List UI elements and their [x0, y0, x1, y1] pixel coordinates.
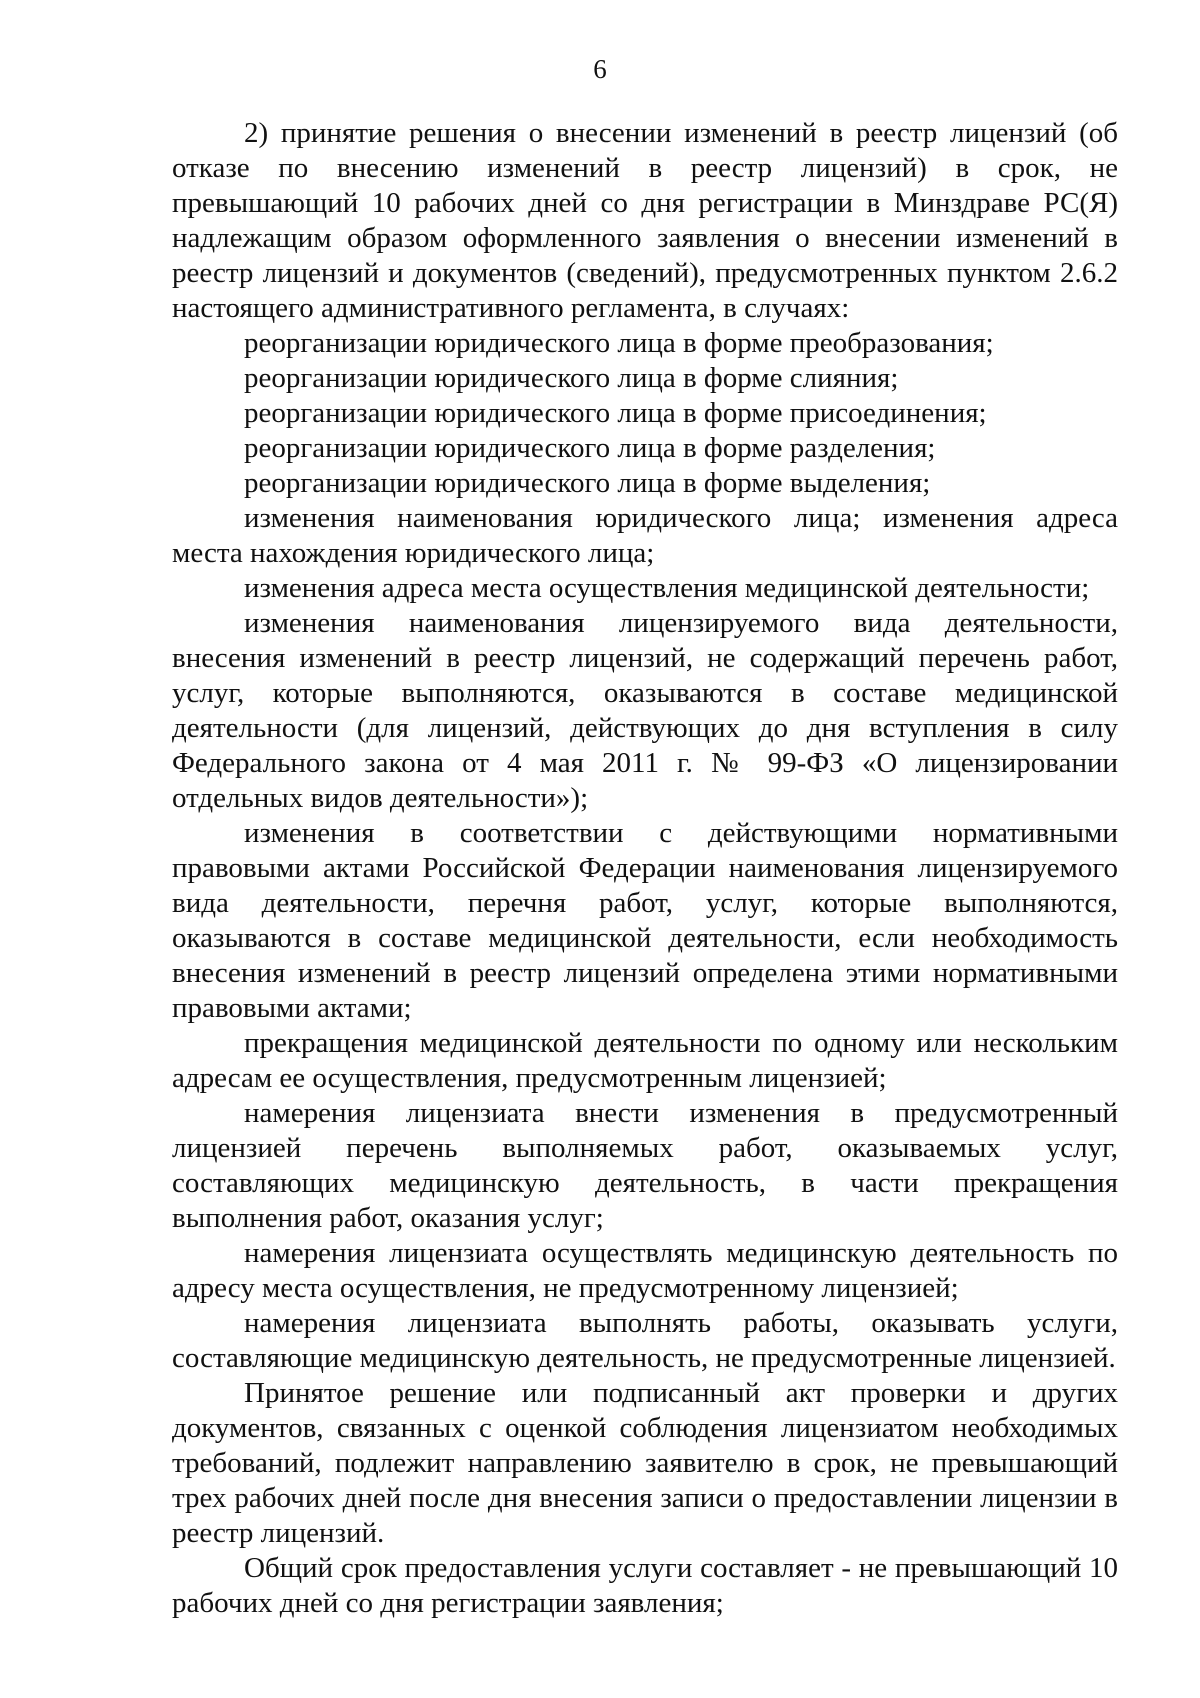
- document-body: [172, 116, 1118, 1621]
- paragraph: намерения лицензиата осуществлять медицинскую деятельность по адресу места осуществления, не предусмотренному лицензией;: [172, 1237, 1118, 1304]
- paragraph: Принятое решение или подписанный акт проверки и других документов, связанных с оценкой соблюдения лицензиатом необходимых требований, подлежит направлению заявителю в срок, не превышающий трех рабочих дней после дня внесения записи о предоставлении лицензии в реестр лицензий.: [172, 1377, 1118, 1549]
- paragraph: реорганизации юридического лица в форме выделения;: [244, 467, 931, 499]
- paragraph: намерения лицензиата внести изменения в предусмотренный лицензией перечень выполняемых работ, оказываемых услуг, составляющих медицинскую деятельность, в части прекращения выполнения работ, оказания услуг;: [172, 1097, 1118, 1234]
- paragraph: прекращения медицинской деятельности по одному или нескольким адресам ее осуществления, предусмотренным лицензией;: [172, 1027, 1118, 1094]
- paragraph: 2) принятие решения о внесении изменений в реестр лицензий (об отказе по внесению изменений в реестр лицензий) в срок, не превышающий 10 рабочих дней со дня регистрации в Минздраве РС(Я) надлежащим образом оформленного заявления о внесении изменений в реестр лицензий и документов (сведений), предусмотренных пунктом 2.6.2 настоящего административного регламента, в случаях:: [172, 117, 1118, 324]
- paragraph: реорганизации юридического лица в форме присоединения;: [244, 397, 987, 429]
- paragraph: реорганизации юридического лица в форме преобразования;: [244, 327, 994, 359]
- paragraph: намерения лицензиата выполнять работы, оказывать услуги, составляющие медицинскую деятельность, не предусмотренные лицензией.: [172, 1307, 1118, 1374]
- paragraph: изменения в соответствии с действующими нормативными правовыми актами Российской Федерации наименования лицензируемого вида деятельности, перечня работ, услуг, которые выполняются, оказываются в составе медицинской деятельности, если необходимость внесения изменений в реестр лицензий определена этими нормативными правовыми актами;: [172, 817, 1118, 1024]
- paragraph: реорганизации юридического лица в форме разделения;: [244, 432, 936, 464]
- paragraph: изменения наименования юридического лица; изменения адреса места нахождения юридического лица;: [172, 502, 1118, 569]
- paragraph: изменения адреса места осуществления медицинской деятельности;: [244, 572, 1090, 604]
- paragraph: изменения наименования лицензируемого вида деятельности, внесения изменений в реестр лицензий, не содержащий перечень работ, услуг, которые выполняются, оказываются в составе медицинской деятельности (для лицензий, действующих до дня вступления в силу Федерального закона от 4 мая 2011 г. № 99-ФЗ «О лицензировании отдельных видов деятельности»);: [172, 607, 1118, 814]
- page-number: 6: [593, 54, 607, 84]
- paragraph: Общий срок предоставления услуги составляет - не превышающий 10 рабочих дней со дня регистрации заявления;: [172, 1552, 1118, 1619]
- paragraph: реорганизации юридического лица в форме слияния;: [244, 362, 899, 394]
